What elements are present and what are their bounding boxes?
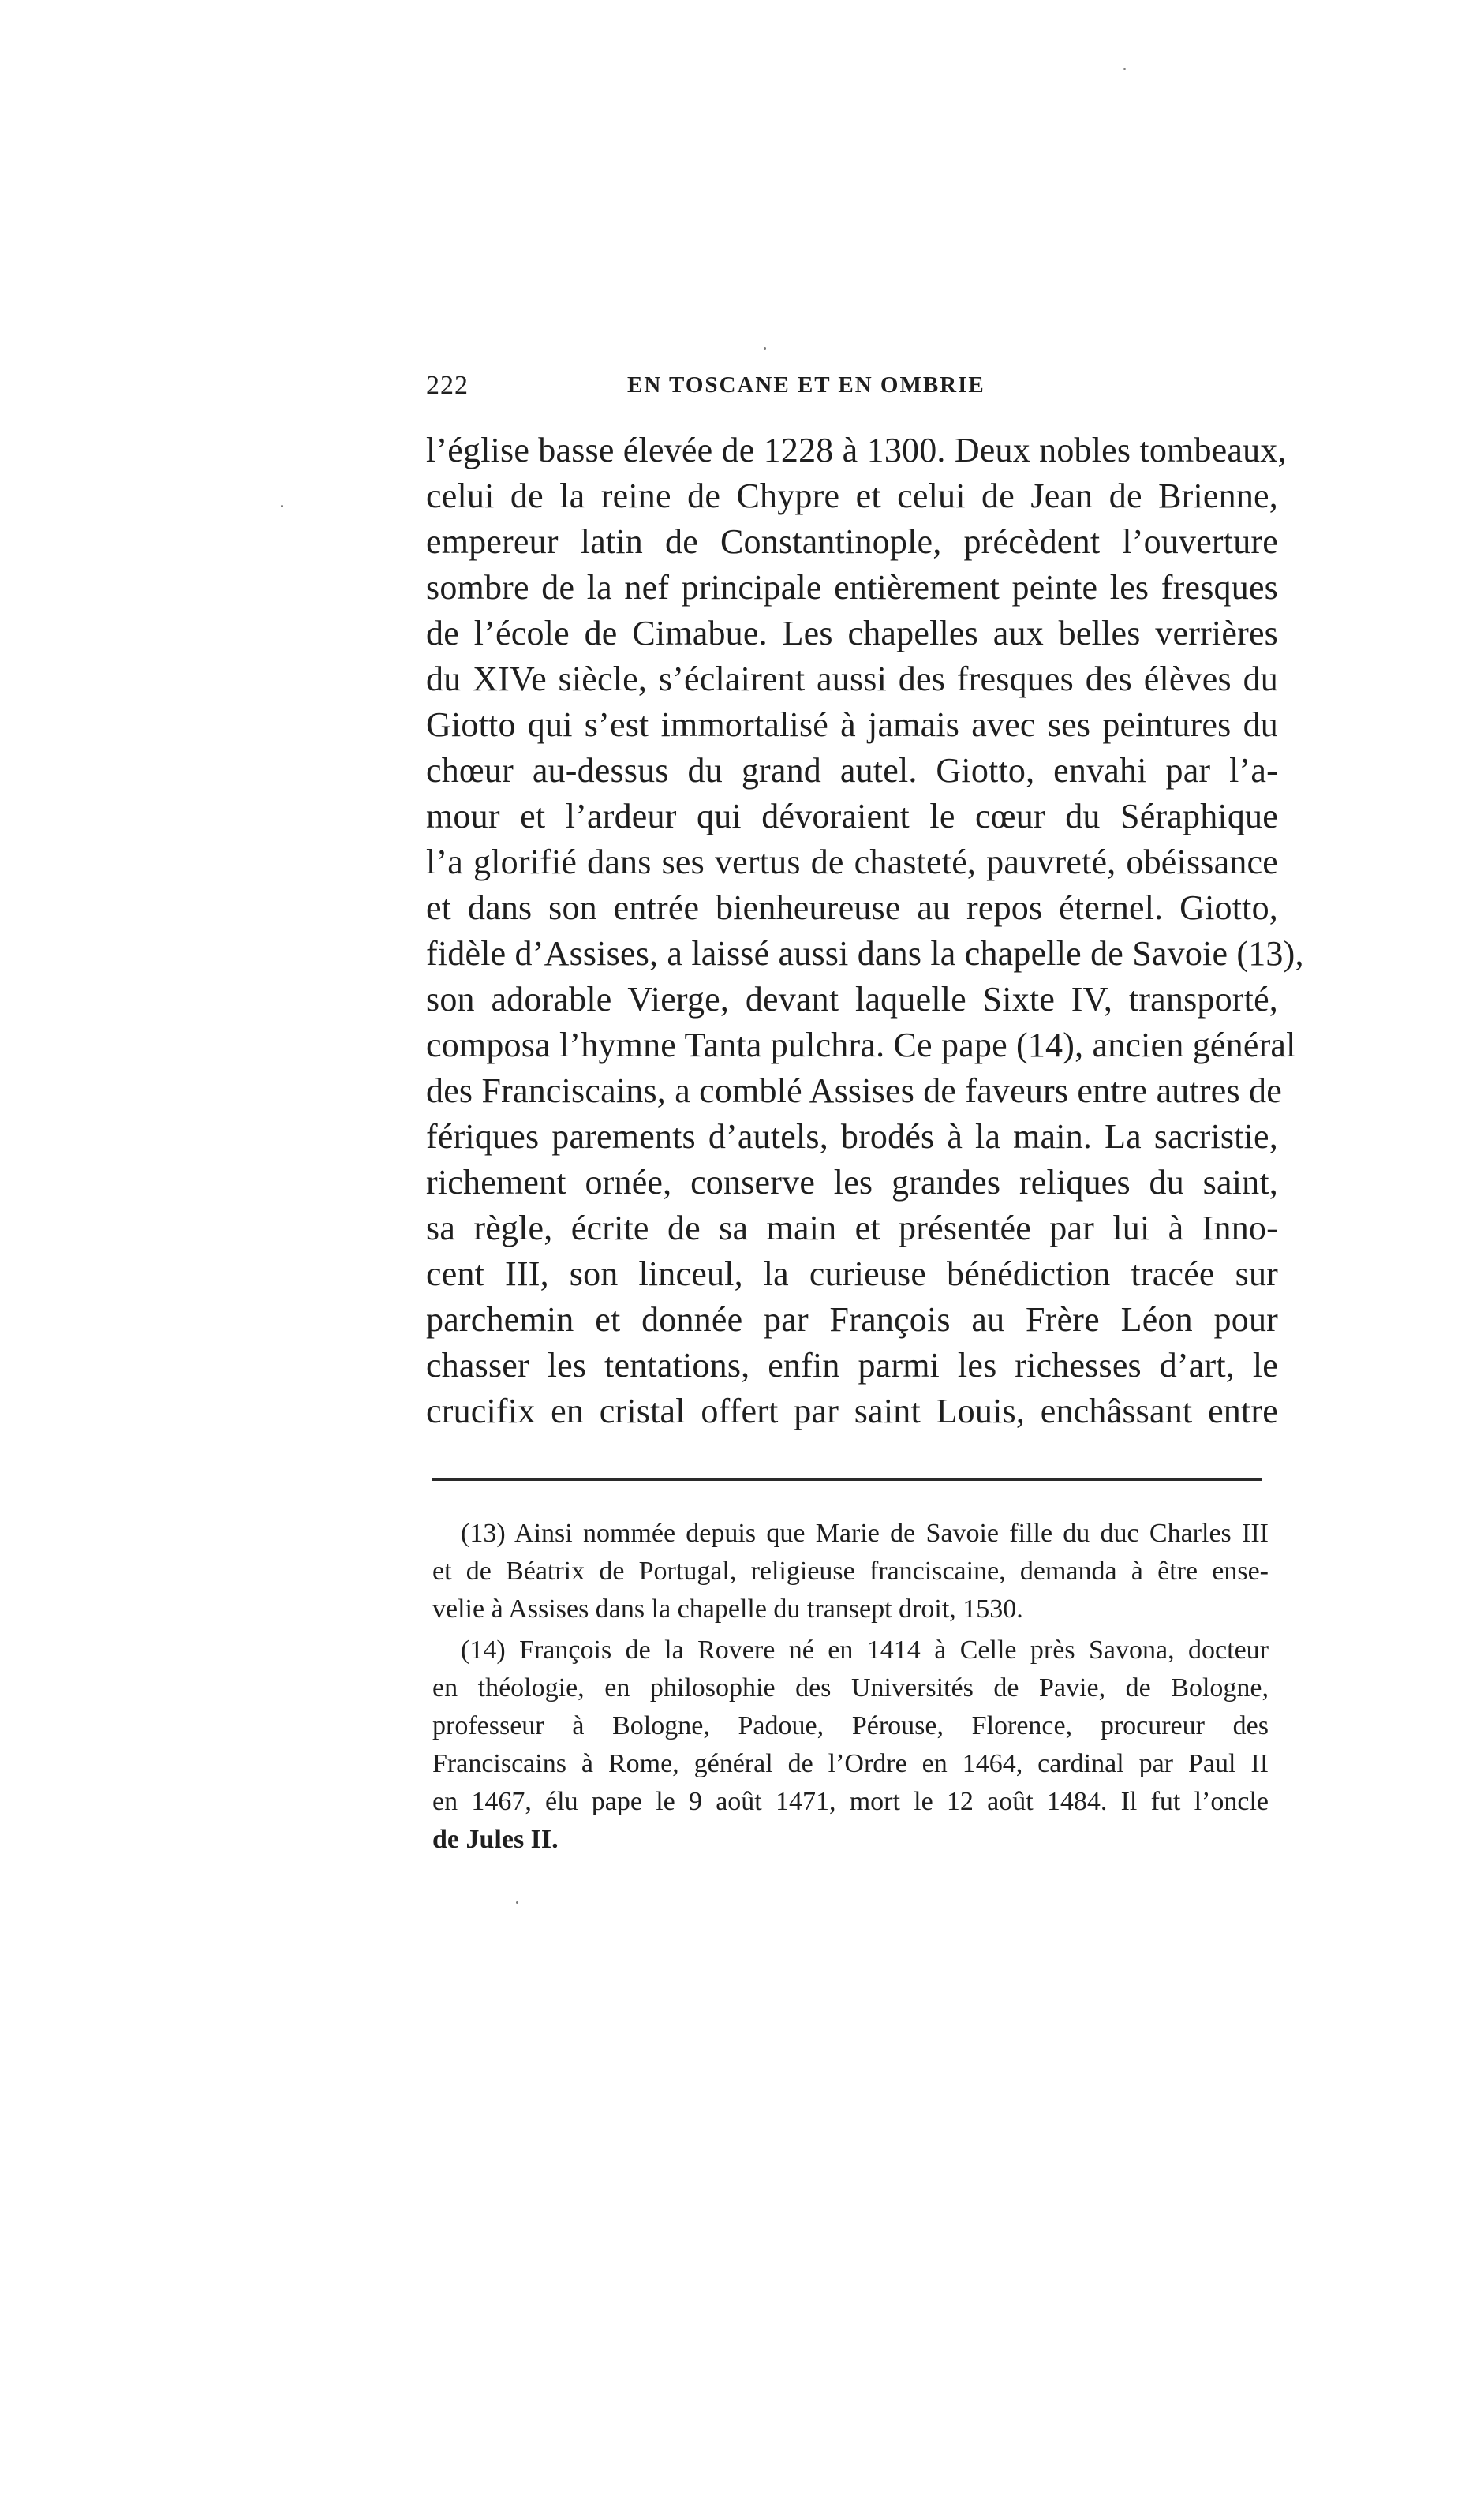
page-number: 222 xyxy=(426,371,469,400)
footnote-13 xyxy=(432,1515,1269,1628)
body-line: sombre de la nef principale entièrement peinte les fresques xyxy=(426,568,1278,607)
body-text xyxy=(426,428,1304,1434)
footnote-line: Franciscains à Rome, général de l’Ordre en 1464, cardinal par Paul II xyxy=(432,1749,1269,1778)
footnote-line: de Jules II. xyxy=(432,1825,559,1854)
footnote-line: (14) François de la Rovere né en 1414 à Celle près Savona, docteur xyxy=(461,1635,1269,1665)
body-line: richement ornée, conserve les grandes reliques du saint, xyxy=(426,1163,1278,1202)
body-line: empereur latin de Constantinople, précèdent l’ouverture xyxy=(426,522,1278,561)
body-line: et dans son entrée bienheureuse au repos éternel. Giotto, xyxy=(426,888,1278,927)
footnote-line: professeur à Bologne, Padoue, Pérouse, Florence, procureur des xyxy=(432,1711,1269,1740)
running-head xyxy=(426,371,1270,410)
footnote-line: et de Béatrix de Portugal, religieuse franciscaine, demanda à être ense- xyxy=(432,1557,1269,1586)
body-line: fidèle d’Assises, a laissé aussi dans la chapelle de Savoie (13), xyxy=(426,934,1304,973)
footnote-14 xyxy=(432,1632,1269,1859)
body-line: l’église basse élevée de 1228 à 1300. Deux nobles tombeaux, xyxy=(426,431,1287,469)
scan-speck xyxy=(764,347,766,350)
body-line: l’a glorifié dans ses vertus de chasteté, pauvreté, obéissance xyxy=(426,843,1278,881)
body-line: chœur au-dessus du grand autel. Giotto, envahi par l’a- xyxy=(426,751,1278,790)
scan-speck xyxy=(1123,68,1126,70)
body-line: mour et l’ardeur qui dévoraient le cœur du Séraphique xyxy=(426,797,1278,835)
body-line: du XIVe siècle, s’éclairent aussi des fresques des élèves du xyxy=(426,660,1278,698)
body-line: des Franciscains, a comblé Assises de faveurs entre autres de xyxy=(426,1071,1282,1110)
footnote-separator-rule xyxy=(432,1478,1262,1481)
footnote-line: en 1467, élu pape le 9 août 1471, mort le 12 août 1484. Il fut l’oncle xyxy=(432,1787,1269,1816)
body-line: fériques parements d’autels, brodés à la main. La sacristie, xyxy=(426,1117,1278,1156)
footnote-line: velie à Assises dans la chapelle du transept droit, 1530. xyxy=(432,1594,1023,1624)
footnotes xyxy=(432,1515,1269,1859)
body-line: cent III, son linceul, la curieuse bénédiction tracée sur xyxy=(426,1254,1278,1293)
footnote-line: en théologie, en philosophie des Universités de Pavie, de Bologne, xyxy=(432,1673,1269,1703)
body-line: sa règle, écrite de sa main et présentée par lui à Inno- xyxy=(426,1209,1278,1247)
footnote-line: (13) Ainsi nommée depuis que Marie de Savoie fille du duc Charles III xyxy=(461,1519,1269,1548)
running-title: EN TOSCANE ET EN OMBRIE xyxy=(627,372,985,398)
body-line: de l’école de Cimabue. Les chapelles aux belles verrières xyxy=(426,614,1278,652)
body-line: chasser les tentations, enfin parmi les richesses d’art, le xyxy=(426,1346,1278,1385)
body-line: Giotto qui s’est immortalisé à jamais avec ses peintures du xyxy=(426,705,1278,744)
body-line: parchemin et donnée par François au Frère Léon pour xyxy=(426,1300,1278,1339)
body-line: composa l’hymne Tanta pulchra. Ce pape (14), ancien général xyxy=(426,1026,1296,1064)
scan-speck xyxy=(281,505,283,507)
body-line: son adorable Vierge, devant laquelle Sixte IV, transporté, xyxy=(426,980,1278,1019)
scan-speck xyxy=(516,1901,518,1904)
body-line: crucifix en cristal offert par saint Louis, enchâssant entre xyxy=(426,1392,1278,1430)
body-line: celui de la reine de Chypre et celui de Jean de Brienne, xyxy=(426,477,1278,515)
